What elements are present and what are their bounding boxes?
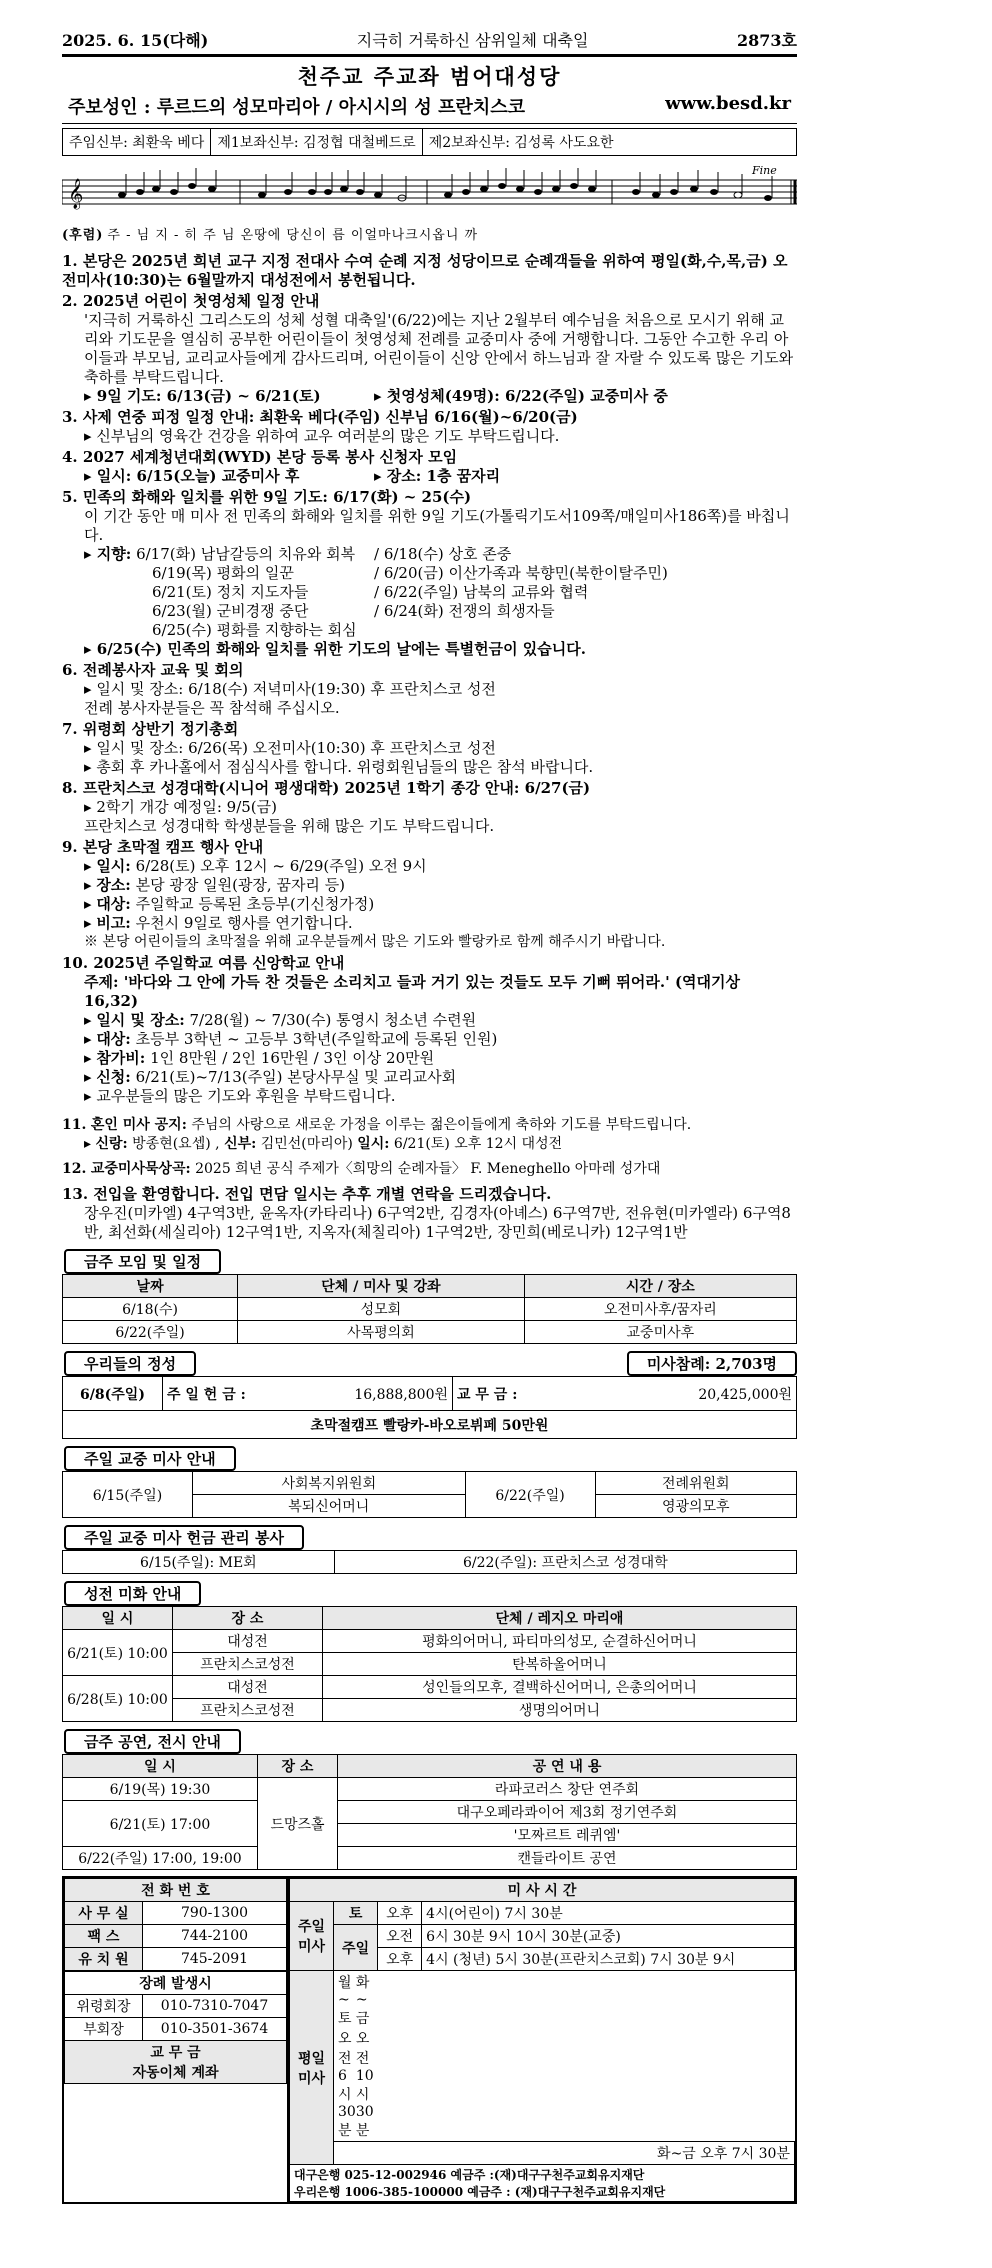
weekly-tag: 금주 모임 및 일정 [64,1249,221,1274]
notice-3: 3. 사제 연중 피정 일정 안내: 최환욱 베다(주임) 신부님 6/16(월)~6/20(금) ▸ 신부님의 영육간 건강을 위하여 교우 여러분의 많은 기도 부탁드립니다. [62,408,797,446]
lyrics-line [62,224,478,243]
priests-bar [62,128,797,156]
notice-6: 6. 전례봉사자 교육 및 회의 ▸ 일시 및 장소: 6/18(수) 저녁미사(19:30) 후 프란치스코 성전 전례 봉사자분들은 꼭 참석해 주십시오. [62,661,797,718]
website-link[interactable]: www.besd.kr [665,93,791,114]
table-row: 6/22(주일) 사목평의회 교중미사후 [63,1321,797,1344]
lyrics-text: 주 - 님 지 - 히 주 님 온땅에 당신이 름 이얼마나크시옵니 까 [107,228,479,243]
refrain-label: (후렴) [62,228,104,243]
treble-clef: 𝄞 [68,179,84,209]
notice-4: 4. 2027 세계청년대회(WYD) 본당 등록 봉사 신청자 모임 ▸ 일시: 6/15(오늘) 교중미사 후 ▸ 장소: 1층 꿈자리 [62,448,797,486]
table-row: 6/21(토) 17:00 대구오페라콰이어 제3회 정기연주회 [63,1801,797,1824]
flowers-section: 성전 미화 안내 일 시 장 소 단체 / 레지오 마리애 6/21(토) 10:00 대성전 평화의어머니, 파티마의성모, 순결하신어머니 프란치스코성전 탄복하올어머니 6/28(토) 10:00 대성전 성인들의모후, 결백하신어머니, 은총의어머니 프란치스코성전 생명의어머니 [62,1578,797,1722]
notice-1: 1. 본당은 2025년 희년 교구 지정 전대사 수여 순례 지정 성당이므로 순례객들을 위하여 평일(화,수,목,금) 오전미사(10:30)는 6월말까지 대성전에서 봉헌됩니다. [62,252,788,289]
attendance-badge: 미사참례: 2,703명 [627,1351,797,1376]
notice-12: 12. 교중미사묵상곡: 2025 희년 공식 주제가〈희망의 순례자들〉 F. Meneghello 아마레 성가대 [62,1161,661,1177]
notice-5: 5. 민족의 화해와 일치를 위한 9일 기도: 6/17(화) ~ 25(수) 이 기간 동안 매 미사 전 민족의 화해와 일치를 위한 9일 기도(가톨릭기도서109쪽/매일미사186쪽)를 바칩니다. ▸ 지향: 6/17(화) 남남갈등의 치유와 회복 / 6/18(수) 상호 존중 6/19(목) 평화의 일꾼 / 6/20(금) 이산가족과 북향민(북한이탈주민) 6/21(토) 정치 지도자들 / 6/22(주일) 남북의 교류와 협력 6/23(월) 군비경쟁 중단 / 6/24(화) 전쟁의 희생자들 6/25(수) 평화를 지향하는 회심 ▸ 6/25(수) 민족의 화해와 일치를 위한 기도의 날에는 특별헌금이 있습니다. [62,488,797,659]
mass-guide-section: 주일 교중 미사 안내 6/15(주일) 사회복지위원회 6/22(주일) 전례위원회 복되신어머니 영광의모후 [62,1443,797,1518]
parish-name: 천주교 주교좌 범어대성당 [297,64,562,89]
issue-date: 2025. 6. 15(다해) [62,31,209,50]
feast-title: 지극히 거룩하신 삼위일체 대축일 [356,31,589,50]
notice-13: 13. 전입을 환영합니다. 전입 면담 일시는 추후 개별 연락을 드리겠습니다. 장우진(미카엘) 4구역3반, 윤옥자(카타리나) 6구역2반, 김경자(아녜스) 6구역7반, 전유현(미카엘라) 6구역8반, 최선화(세실리아) 12구역1반, 지옥자(체칠리아) 1구역2반, 장민희(베로니카) 12구역1반 [62,1185,791,1241]
table-row: 프란치스코성전 탄복하올어머니 [63,1653,797,1676]
weekly-schedule [62,1246,797,1344]
music-staff [62,162,797,248]
offering-tag: 우리들의 정성 [64,1351,196,1376]
notice-11: 11. 혼인 미사 공지: 주님의 사랑으로 새로운 가정을 이루는 젊은이들에게 축하와 기도를 부탁드립니다. ▸ 신랑: 방종현(요셉) , 신부: 김민선(마리아) 일시: 6/21(토) 오후 12시 대성전 [62,1116,797,1154]
notice-7: 7. 위령회 상반기 정기총회 ▸ 일시 및 장소: 6/26(목) 오전미사(10:30) 후 프란치스코 성전 ▸ 총회 후 카나홀에서 점심식사를 합니다. 위령회원님들의 많은 참석 바랍니다. [62,720,797,777]
issue-number: 2873호 [736,31,797,50]
bulletin [62,28,797,2204]
offering-section [62,1348,797,1439]
notices [62,252,797,1242]
events-section: 금주 공연, 전시 안내 일 시 장 소 공 연 내 용 6/19(목) 19:30 드망즈홀 라파코러스 창단 연주회 6/21(토) 17:00 대구오페라콰이어 제3회 정기연주회 '모짜르트 레퀴엠' 6/22(주일) 17:00, 19:00 캔들라이트 공연 [62,1726,797,1870]
collection-section: 주일 교중 미사 헌금 관리 봉사 6/15(주일): ME회 6/22(주일): 프란치스코 성경대학 [62,1522,797,1574]
patron-saints: 주보성인 : 루르드의 성모마리아 / 아시시의 성 프란치스코 [68,97,526,118]
assistant-priest-2: 제2보좌신부: 김성록 사도요한 [428,135,614,151]
weekly-table: 날짜 단체 / 미사 및 강좌 시간 / 장소 6/18(수) 성모회 오전미사후/꿈자리 6/22(주일) 사목평의회 교중미사후 [62,1274,797,1344]
fine-marking: Fine [752,164,777,177]
table-row: '모짜르트 레퀴엠' [63,1824,797,1847]
info-block [62,1876,797,2204]
table-row: 6/21(토) 10:00 대성전 평화의어머니, 파티마의성모, 순결하신어머니 [63,1630,797,1653]
assistant-priest-1: 제1보좌신부: 김정협 대철베드로 [211,129,422,155]
patron-line [62,91,797,124]
top-line [62,28,797,57]
contacts: 전 화 번 호 사 무 실 790-1300 팩 스 744-2100 유 치 원 745-2091 장례 발생시 위령회장 010-7310-7047 부회장 010-3501-3674 교 무 금 자동이체 계좌 [64,1878,289,2202]
mass-guide-table: 6/15(주일) 사회복지위원회 6/22(주일) 전례위원회 복되신어머니 영광의모후 [62,1471,797,1518]
notice-2: 2. 2025년 어린이 첫영성체 일정 안내 '지극히 거룩하신 그리스도의 성체 성혈 대축일'(6/22)에는 지난 2월부터 예수님을 처음으로 모시기 위해 교리와 기도문을 열심히 공부한 어린이들이 첫영성체 전례를 교중미사 중에 거행합니다. 그동안 수고한 우리 아이들과 부모님, 교리교사들에게 감사드리며, 어린이들이 신앙 안에서 하느님과 잘 자랄 수 있도록 많은 기도와 축하를 부탁드립니다. ▸ 9일 기도: 6/13(금) ~ 6/21(토) ▸ 첫영성체(49명): 6/22(주일) 교중미사 중 [62,292,797,406]
events-table: 일 시 장 소 공 연 내 용 6/19(목) 19:30 드망즈홀 라파코러스 창단 연주회 6/21(토) 17:00 대구오페라콰이어 제3회 정기연주회 '모짜르트 레퀴엠' 6/22(주일) 17:00, 19:00 캔들라이트 공연 [62,1754,797,1870]
notice-10: 10. 2025년 주일학교 여름 신앙학교 안내 주제: '바다와 그 안에 가득 찬 것들은 소리치고 들과 거기 있는 것들도 모두 기뻐 뛰어라.' (역대기상 16,32) ▸ 일시 및 장소: 7/28(월) ~ 7/30(수) 통영시 청소년 수련원 ▸ 대상: 초등부 3학년 ~ 고등부 3학년(주일학교에 등록된 인원) ▸ 참가비: 1인 8만원 / 2인 16만원 / 3인 이상 20만원 ▸ 신청: 6/21(토)~7/13(주일) 본당사무실 및 교리교사회 ▸ 교우분들의 많은 기도와 후원을 부탁드립니다. [62,954,797,1106]
table-row: 6/22(주일) 17:00, 19:00 캔들라이트 공연 [63,1847,797,1870]
collection-table: 6/15(주일): ME회 6/22(주일): 프란치스코 성경대학 [62,1550,797,1574]
offering-table: 6/8(주일) 주 일 헌 금 : 16,888,800원 교 무 금 : 20,425,000원 초막절캠프 빨랑카-바오로뷔페 50만원 [62,1376,797,1439]
notice-8: 8. 프란치스코 성경대학(시니어 평생대학) 2025년 1학기 종강 안내: 6/27(금) ▸ 2학기 개강 예정일: 9/5(금) 프란치스코 성경대학 학생분들을 위해 많은 기도 부탁드립니다. [62,779,797,836]
mass-times: 미 사 시 간 주일 미사 토 오후 4시(어린이) 7시 30분 주일 오전 6시 30분 9시 10시 30분(교중) 오후 4시 (청년) 5시 30분(프란치스코회) 7시 30분 9시 평일 미사 월~토 오전 6시 30분 화~금 오전 10시 30분 화~금 오후 7시 30분 대구은행 025-12-002946 예금주 :(재)대구구천주교회유지재단 우리은행 1006-385-100000 예금주 : (재)대구구천주교회유지재단 [289,1878,795,2202]
table-row: 6/19(목) 19:30 드망즈홀 라파코러스 창단 연주회 [63,1778,797,1801]
notice-9: 9. 본당 초막절 캠프 행사 안내 ▸ 일시: 6/28(토) 오후 12시 ~ 6/29(주일) 오전 9시 ▸ 장소: 본당 광장 일원(광장, 꿈자리 등) ▸ 대상: 주일학교 등록된 초등부(기신청가정) ▸ 비고: 우천시 9일로 행사를 연기합니다. ※ 본당 어린이들의 초막절을 위해 교우분들께서 많은 기도와 빨랑카로 함께 해주시기 바랍니다. [62,838,797,952]
flowers-table: 일 시 장 소 단체 / 레지오 마리애 6/21(토) 10:00 대성전 평화의어머니, 파티마의성모, 순결하신어머니 프란치스코성전 탄복하올어머니 6/28(토) 10:00 대성전 성인들의모후, 결백하신어머니, 은총의어머니 프란치스코성전 생명의어머니 [62,1606,797,1722]
table-row: 프란치스코성전 생명의어머니 [63,1699,797,1722]
staff-svg [62,162,797,224]
table-row: 6/28(토) 10:00 대성전 성인들의모후, 결백하신어머니, 은총의어머니 [63,1676,797,1699]
table-row: 6/18(수) 성모회 오전미사후/꿈자리 [63,1298,797,1321]
pastor: 주임신부: 최환욱 베다 [63,129,211,155]
